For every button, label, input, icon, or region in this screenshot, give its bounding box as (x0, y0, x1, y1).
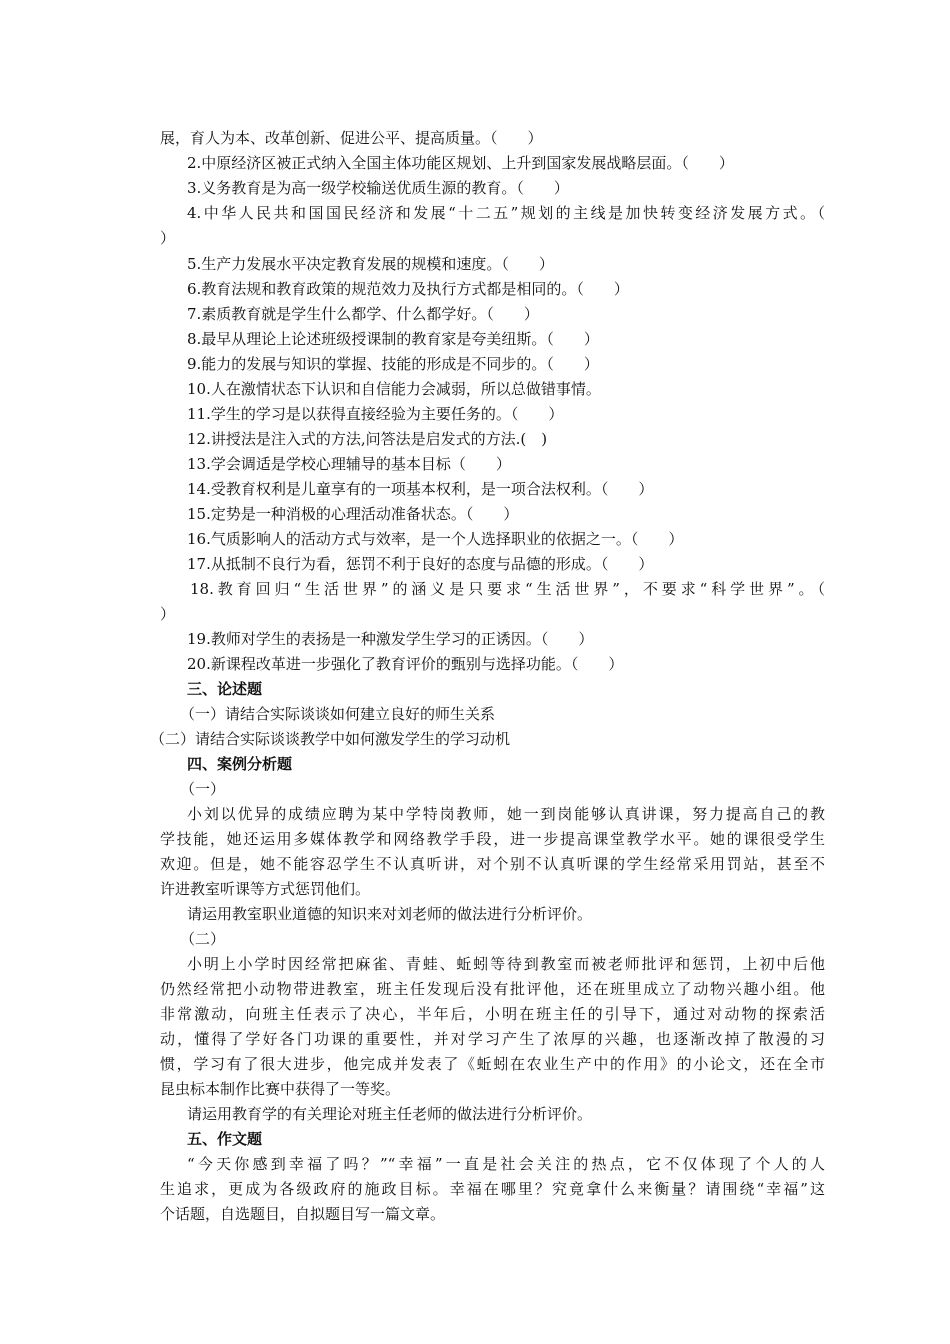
case-1-paragraph-line: 欢迎。但是，她不能容忍学生不认真听讲，对个别不认真听课的学生经常采用罚站，甚至不 (160, 855, 825, 873)
case-2-label: （二） (180, 930, 226, 948)
question-3: 3.义务教育是为高一级学校输送优质生源的教育。（ ） (187, 179, 569, 197)
question-14: 14.受教育权利是儿童享有的一项基本权利，是一项合法权利。（ ） (187, 480, 654, 498)
case-2-paragraph-line: 昆虫标本制作比赛中获得了一等奖。 (160, 1080, 401, 1098)
case-2-paragraph-line: 惯，学习有了很大进步，他完成并发表了《蚯蚓在农业生产中的作用》的小论文，还在全市 (160, 1055, 825, 1073)
question-18: 18.教育回归“生活世界”的涵义是只要求“生活世界”，不要求“科学世界”。（ (190, 580, 825, 598)
question-11: 11.学生的学习是以获得直接经验为主要任务的。（ ） (187, 405, 564, 423)
question-9: 9.能力的发展与知识的掌握、技能的形成是不同步的。（ ） (187, 355, 599, 373)
question-15: 15.定势是一种消极的心理活动准备状态。（ ） (187, 505, 519, 523)
essay-question-2: （二）请结合实际谈谈教学中如何激发学生的学习动机 (150, 730, 511, 748)
case-1-question: 请运用教室职业道德的知识来对刘老师的做法进行分析评价。 (187, 905, 593, 923)
essay-question-1: （一）请结合实际谈谈如何建立良好的师生关系 (180, 705, 496, 723)
question-16: 16.气质影响人的活动方式与效率，是一个人选择职业的依据之一。（ ） (187, 530, 684, 548)
case-2-paragraph-line: 仍然经常把小动物带进教室，班主任发现后没有批评他，还在班里成立了动物兴趣小组。他 (160, 980, 825, 998)
question-1-continuation: 展，育人为本、改革创新、促进公平、提高质量。（ ） (160, 129, 543, 147)
question-4-continuation: ） (160, 229, 176, 247)
section-heading-essay: 三、论述题 (187, 680, 263, 698)
case-2-paragraph-line: 非常激动，向班主任表示了决心，半年后，小明在班主任的引导下，通过对动物的探索活 (160, 1005, 825, 1023)
question-7: 7.素质教育就是学生什么都学、什么都学好。（ ） (187, 305, 539, 323)
case-2-question: 请运用教育学的有关理论对班主任老师的做法进行分析评价。 (187, 1105, 593, 1123)
question-10: 10.人在激情状态下认识和自信能力会减弱，所以总做错事情。 (187, 380, 601, 398)
case-1-paragraph-line: 许进教室听课等方式惩罚他们。 (160, 880, 371, 898)
case-1-label: （一） (180, 780, 226, 798)
case-2-paragraph-line: 动，懂得了学好各门功课的重要性，并对学习产生了浓厚的兴趣，也逐渐改掉了散漫的习 (160, 1030, 825, 1048)
section-heading-composition: 五、作文题 (187, 1130, 263, 1148)
section-heading-case-analysis: 四、案例分析题 (187, 755, 293, 773)
question-2: 2.中原经济区被正式纳入全国主体功能区规划、上升到国家发展战略层面。（ ） (187, 154, 734, 172)
question-18-continuation: ） (160, 605, 176, 623)
question-5: 5.生产力发展水平决定教育发展的规模和速度。（ ） (187, 255, 554, 273)
composition-prompt-line: “今天你感到幸福了吗？”“幸福”一直是社会关注的热点，它不仅体现了个人的人 (187, 1155, 825, 1173)
composition-prompt-line: 生追求，更成为各级政府的施政目标。幸福在哪里？究竟拿什么来衡量？请围绕“幸福”这 (160, 1180, 825, 1198)
case-1-paragraph-line: 学技能，她还运用多媒体教学和网络教学手段，进一步提高课堂教学水平。她的课很受学生 (160, 830, 825, 848)
question-13: 13.学会调适是学校心理辅导的基本目标（ ） (187, 455, 511, 473)
case-1-paragraph-line: 小刘以优异的成绩应聘为某中学特岗教师，她一到岗能够认真讲课，努力提高自己的教 (187, 805, 825, 823)
question-6: 6.教育法规和教育政策的规范效力及执行方式都是相同的。（ ） (187, 280, 629, 298)
composition-prompt-line: 个话题，自选题目，自拟题目写一篇文章。 (160, 1205, 446, 1223)
question-4: 4.中华人民共和国国民经济和发展“十二五”规划的主线是加快转变经济发展方式。（ (187, 204, 825, 222)
question-12: 12.讲授法是注入式的方法,问答法是启发式的方法.( ) (187, 430, 548, 448)
question-17: 17.从抵制不良行为看，惩罚不利于良好的态度与品德的形成。（ ） (187, 555, 654, 573)
question-8: 8.最早从理论上论述班级授课制的教育家是夸美纽斯。（ ） (187, 330, 599, 348)
question-20: 20.新课程改革进一步强化了教育评价的甄别与选择功能。（ ） (187, 655, 624, 673)
question-19: 19.教师对学生的表扬是一种激发学生学习的正诱因。（ ） (187, 630, 594, 648)
case-2-paragraph-line: 小明上小学时因经常把麻雀、青蛙、蚯蚓等待到教室而被老师批评和惩罚，上初中后他 (187, 955, 825, 973)
